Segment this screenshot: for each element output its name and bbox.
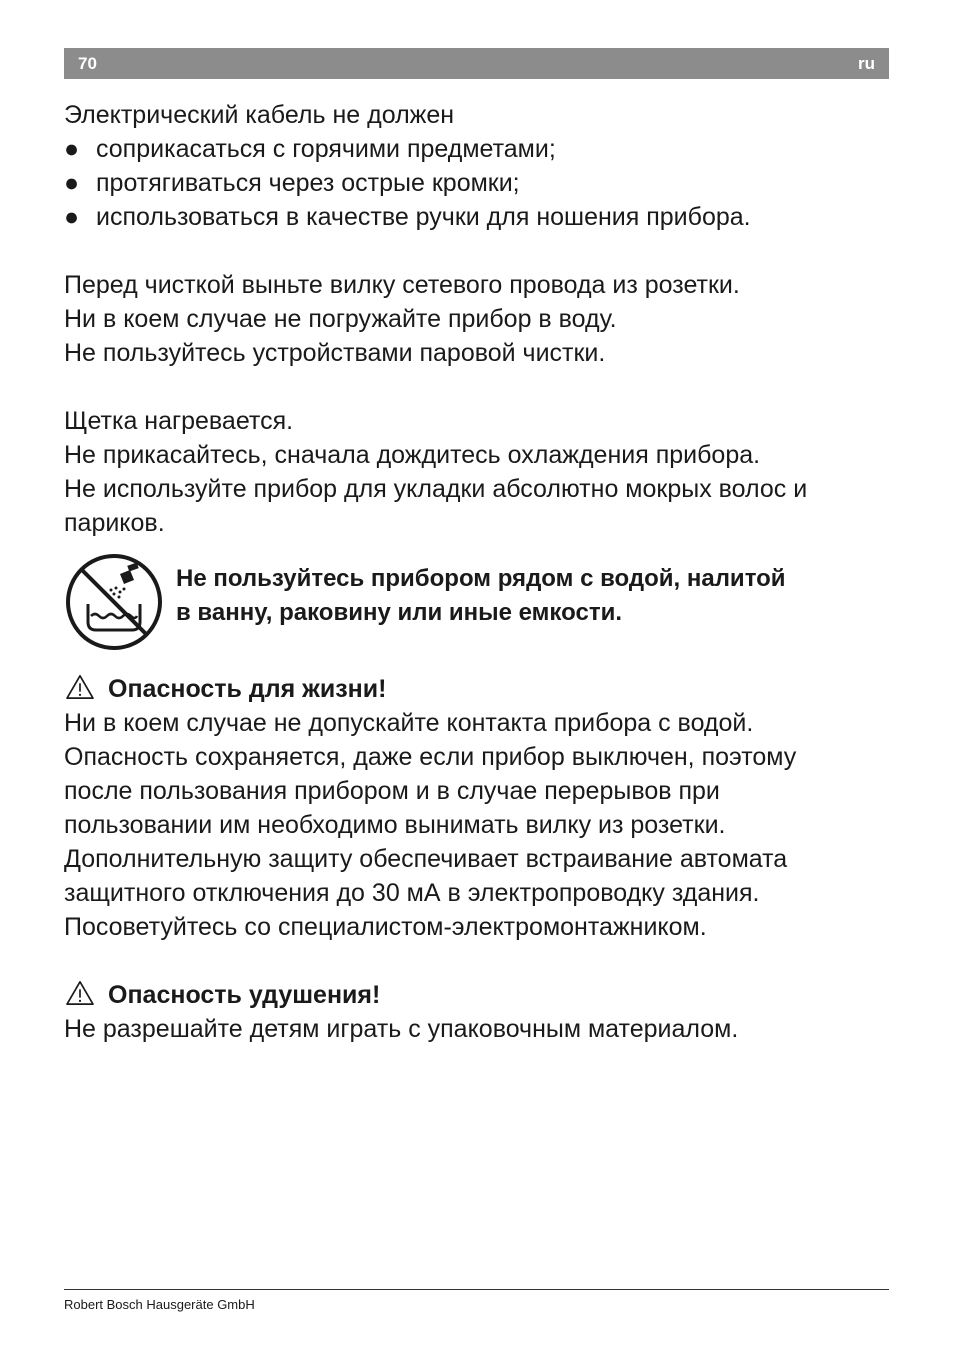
text-line: Не прикасайтесь, сначала дождитесь охлаждения прибора. [64,441,761,469]
text-line: в ванну, раковину или иные емкости. [176,599,622,626]
warning-triangle-icon [64,980,96,1006]
water-warning [64,552,889,654]
footer-divider [64,1289,889,1290]
cable-section [64,98,889,234]
water-warning-text [176,562,786,630]
danger-suffocation-title: Опасность удушения! [108,981,381,1009]
cable-intro: Электрический кабель не должен [64,101,455,129]
cleaning-section [64,268,889,370]
danger-life-section [64,672,889,944]
text-line: пользовании им необходимо вынимать вилку из розетки. [64,811,726,839]
bullet-icon: ● [64,135,80,163]
list-item-text: протягиваться через острые кромки; [96,169,520,197]
text-line: Опасность сохраняется, даже если прибор выключен, поэтому [64,743,797,771]
list-item [64,166,889,200]
list-item-text: использоваться в качестве ручки для ношения прибора. [96,203,751,231]
text-line: Перед чисткой выньте вилку сетевого провода из розетки. [64,271,740,299]
bullet-icon: ● [64,169,80,197]
danger-life-heading [64,672,889,706]
bullet-icon: ● [64,203,80,231]
text-line: защитного отключения до 30 мА в электропроводку здания. [64,879,760,907]
text-line: Не разрешайте детям играть с упаковочным материалом. [64,1015,739,1043]
page-header-bar [64,48,889,79]
text-line: Не пользуйтесь прибором рядом с водой, налитой [176,565,786,592]
text-line: Щетка нагревается. [64,407,294,435]
list-item [64,200,889,234]
language-code: ru [858,54,875,73]
list-item-text: соприкасаться с горячими предметами; [96,135,556,163]
text-line: париков. [64,509,165,537]
list-item [64,132,889,166]
no-water-bath-icon [64,552,164,652]
text-line: Не используйте прибор для укладки абсолютно мокрых волос и [64,475,808,503]
page-content [64,98,889,1046]
text-line: Не пользуйтесь устройствами паровой чистки. [64,339,606,367]
warning-triangle-icon [64,674,96,700]
text-line: Ни в коем случае не погружайте прибор в воду. [64,305,617,333]
footer-company: Robert Bosch Hausgeräte GmbH [64,1297,255,1312]
danger-suffocation-heading [64,978,889,1012]
text-line: после пользования прибором и в случае перерывов при [64,777,720,805]
danger-life-title: Опасность для жизни! [108,675,387,703]
text-line: Ни в коем случае не допускайте контакта прибора с водой. [64,709,754,737]
text-line: Посоветуйтесь со специалистом-электромонтажником. [64,913,707,941]
page-number: 70 [78,54,97,73]
heating-section [64,404,889,540]
text-line: Дополнительную защиту обеспечивает встраивание автомата [64,845,788,873]
danger-suffocation-section [64,978,889,1046]
